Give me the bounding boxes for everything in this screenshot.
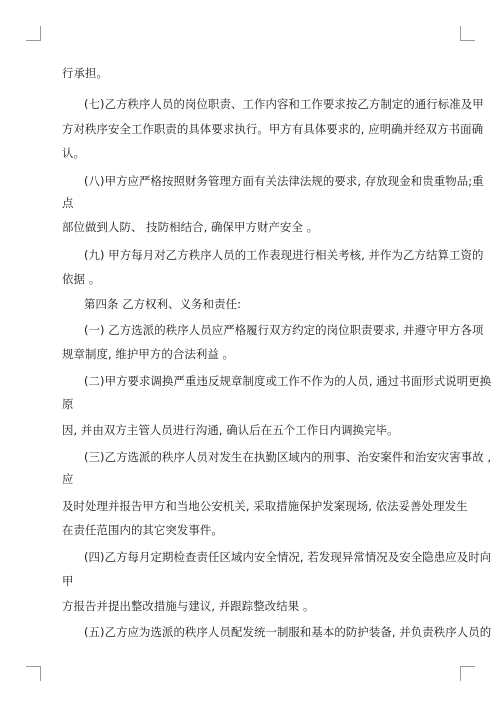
- paragraph-line: (五)乙方应为选派的秩序人员配发统一制服和基本的防护装备, 并负责秩序人员的: [84, 625, 492, 639]
- paragraph-line: 原: [62, 397, 74, 411]
- paragraph-line: (四)乙方每月定期检查责任区域内安全情况, 若发现异常情况及安全隐患应及时向: [84, 550, 492, 564]
- paragraph-line: 方对秩序安全工作职责的具体要求执行。甲方有具体要求的, 应明确并经双方书面确: [62, 122, 484, 136]
- paragraph-line: 认。: [62, 146, 85, 160]
- section-heading: 第四条 乙方权利、义务和责任:: [84, 297, 242, 311]
- paragraph-line: (七)乙方秩序人员的岗位职责、工作内容和工作要求按乙方制定的通行标准及甲: [84, 97, 484, 111]
- paragraph-line: (二)甲方要求调换严重违反规章制度或工作不作为的人员, 通过书面形式说明更换: [84, 374, 492, 388]
- paragraph-line: 应: [62, 472, 74, 486]
- paragraph-line: 依据 。: [62, 272, 101, 286]
- paragraph-line: (九) 甲方每月对乙方秩序人员的工作表现进行相关考核, 并作为乙方结算工资的: [84, 248, 484, 262]
- paragraph-line: 部位做到人防、 技防相结合, 确保甲方财产安全 。: [62, 220, 319, 234]
- crop-mark-bottom-left: [26, 666, 41, 681]
- paragraph-line: 方报告并提出整改措施与建议, 并跟踪整改结果 。: [62, 599, 315, 613]
- paragraph-line: 及时处理并报告甲方和当地公安机关, 采取措施保护发案现场, 依法妥善处理发生: [62, 499, 468, 513]
- paragraph-line: 因, 并由双方主管人员进行沟通, 确认后在五个工作日内调换完毕。: [62, 423, 399, 437]
- crop-mark-top-left: [26, 26, 41, 41]
- paragraph-line: 行承担。: [62, 66, 108, 80]
- paragraph-line: 规章制度, 维护甲方的合法利益 。: [62, 347, 235, 361]
- paragraph-line: (一) 乙方选派的秩序人员应严格履行双方约定的岗位职责要求, 并遵守甲方各项: [84, 323, 484, 337]
- crop-mark-bottom-right: [460, 666, 475, 681]
- paragraph-line: 甲: [62, 574, 74, 588]
- crop-mark-top-right: [460, 26, 475, 41]
- paragraph-line: (八)甲方应严格按照财务管理方面有关法律法规的要求, 存放现金和贵重物品;重: [84, 174, 484, 188]
- paragraph-line: (三)乙方选派的秩序人员对发生在执勤区域内的刑事、治安案件和治安灾害事故 ,: [84, 450, 492, 464]
- paragraph-line: 在责任范围内的其它突发事件。: [62, 523, 223, 537]
- paragraph-line: 点: [62, 196, 74, 210]
